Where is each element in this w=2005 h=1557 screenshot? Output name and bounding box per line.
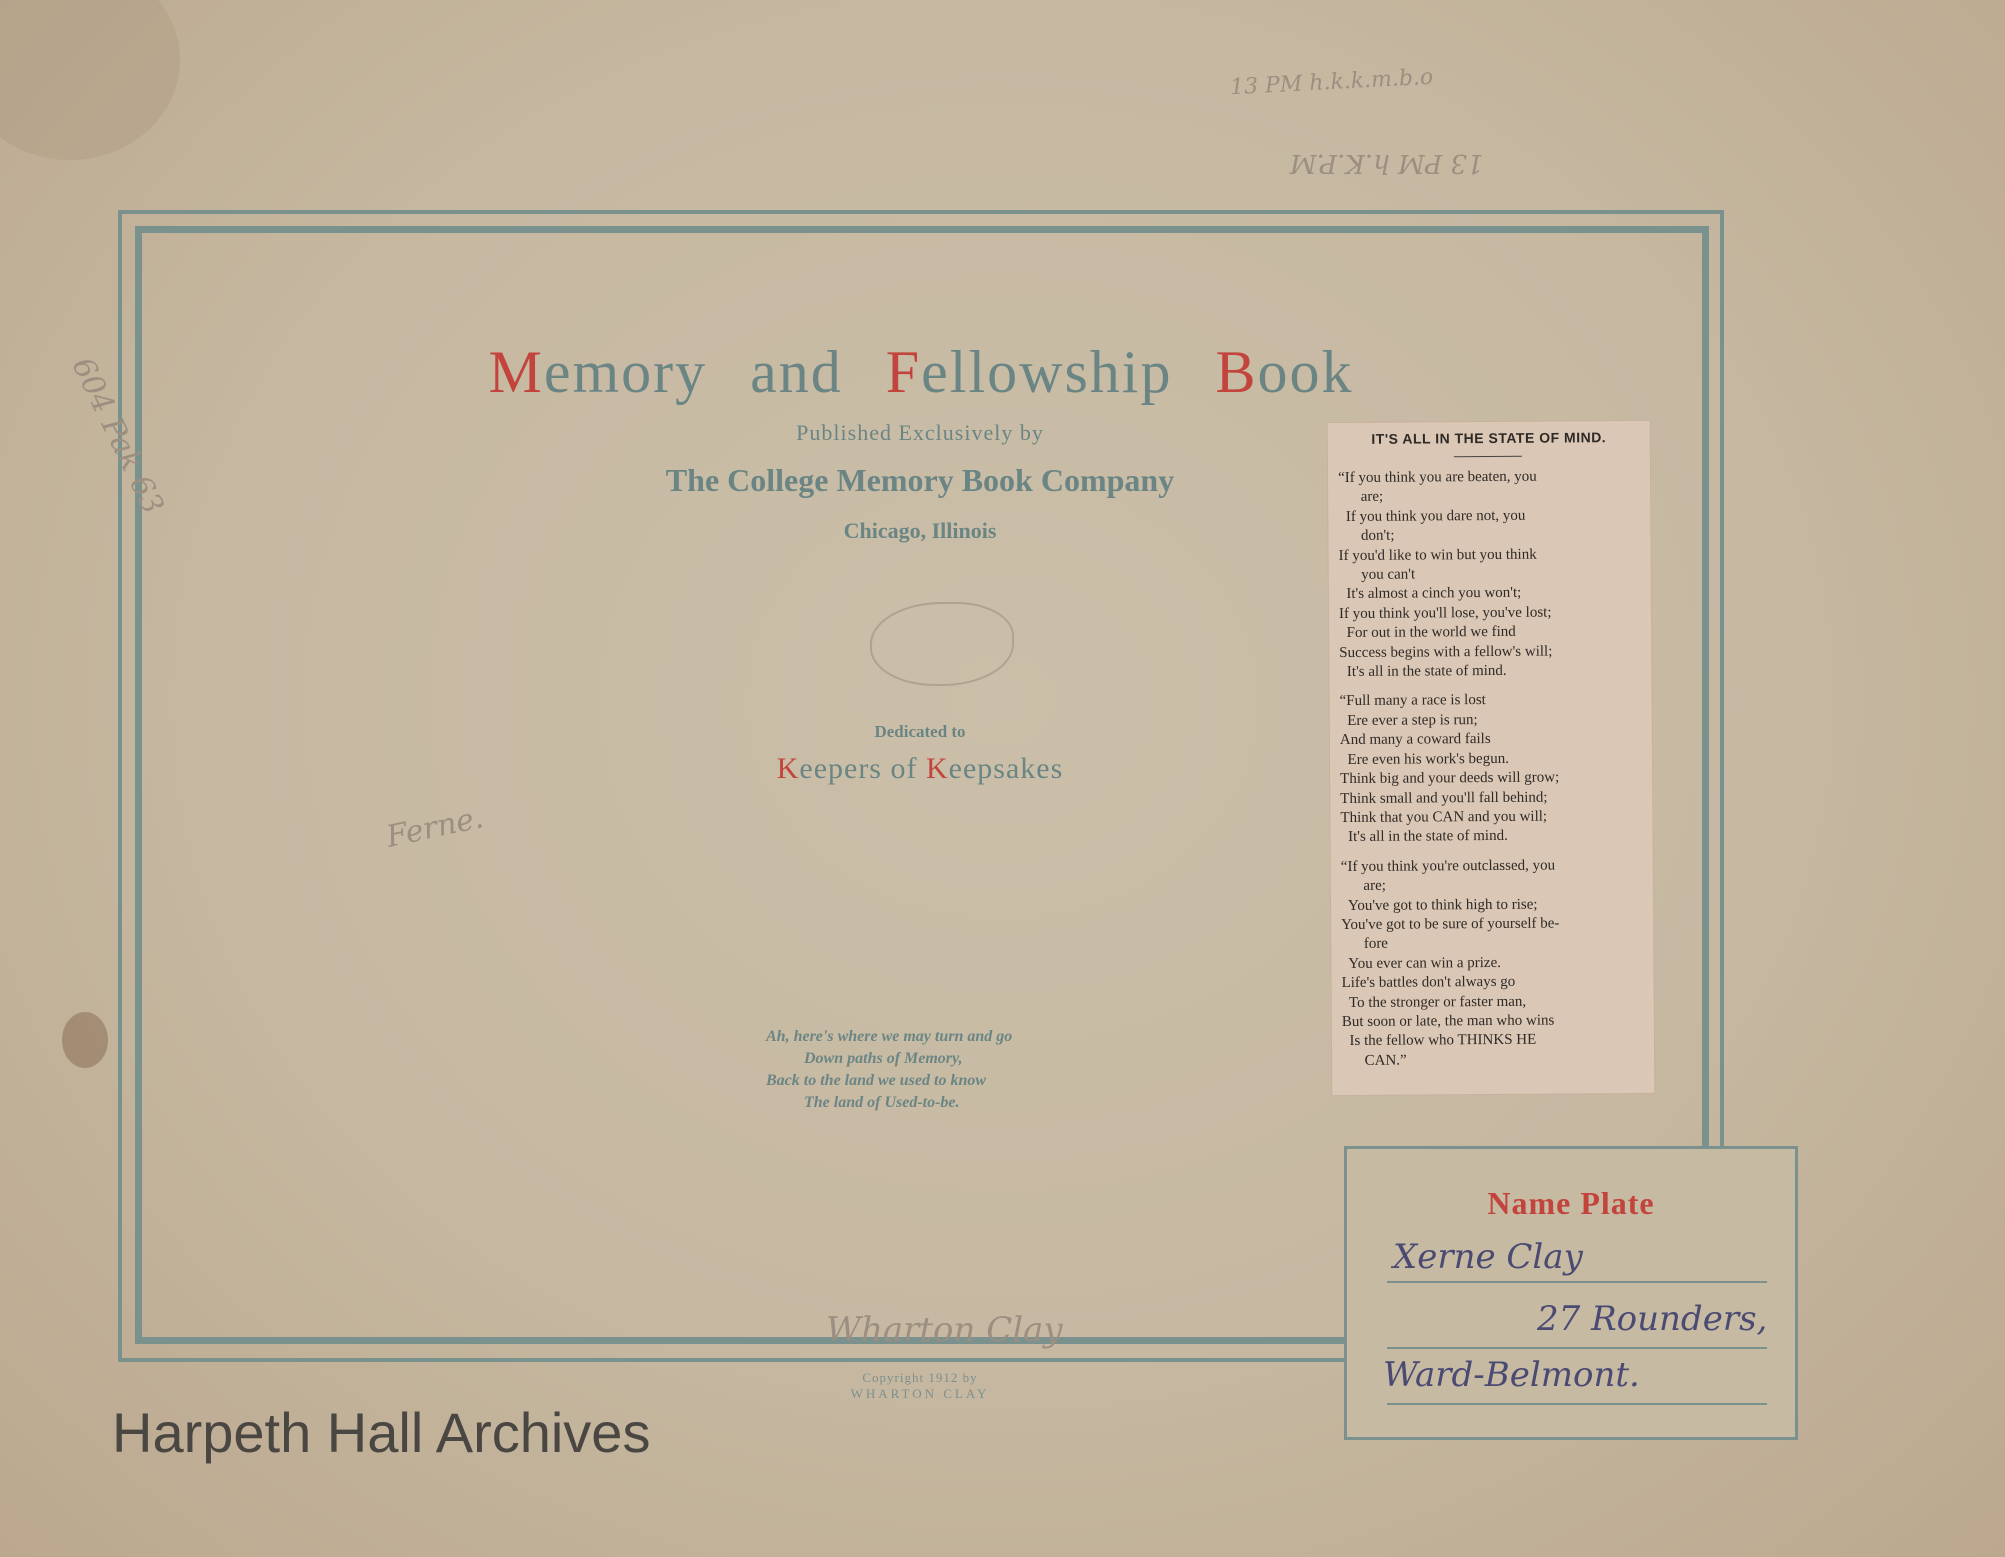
cover-poem: [720, 1026, 1140, 1114]
pencil-note-mid: Ferne.: [383, 800, 487, 855]
clipping-line: Is the fellow who THINKS HE: [1341, 1032, 1537, 1050]
clipping-line: are;: [1340, 877, 1386, 895]
clipping-line: “If you think you're outclassed, you: [1340, 857, 1556, 875]
clipping-line: Ere even his work's begun.: [1339, 750, 1509, 768]
cover-poem-line: The land of Used-to-be.: [804, 1094, 960, 1111]
archive-watermark: Harpeth Hall Archives: [112, 1401, 651, 1464]
clipping-line: You've got to think high to rise;: [1340, 896, 1538, 914]
clipping-line: don't;: [1338, 527, 1395, 545]
clipping-line: For out in the world we find: [1339, 624, 1516, 642]
clipping-poem: [1338, 467, 1646, 1071]
company-name: The College Memory Book Company: [665, 462, 1175, 498]
city-line: Chicago, Illinois: [843, 518, 997, 543]
clipping-line: It's all in the state of mind.: [1340, 828, 1508, 846]
initial-letter: K: [925, 752, 949, 785]
clipping-line: CAN.”: [1342, 1052, 1407, 1069]
clipping-line: If you'd like to win but you think: [1338, 546, 1537, 564]
title-text: ook: [1257, 339, 1354, 405]
clipping-line: Success begins with a fellow's will;: [1339, 643, 1553, 661]
handwritten-name: Xerne Clay: [1393, 1237, 1583, 1277]
clipping-line: Think small and you'll fall behind;: [1340, 789, 1548, 807]
clipping-line: And many a coward fails: [1339, 731, 1491, 749]
initial-letter: K: [776, 752, 800, 785]
initial-letter: M: [488, 339, 544, 405]
clipping-line: Think that you CAN and you will;: [1340, 808, 1548, 826]
name-plate-rule: [1387, 1281, 1767, 1283]
clipping-line: Think big and your deeds will grow;: [1340, 769, 1560, 788]
title-text: emory and: [543, 339, 886, 405]
initial-letter: F: [885, 339, 922, 405]
clipping-line: are;: [1338, 489, 1384, 506]
published-by-line: Published Exclusively by: [796, 420, 1044, 445]
clipping-line: Ere ever a step is run;: [1339, 711, 1478, 729]
emblem-sketch: [870, 602, 1014, 686]
clipping-line: fore: [1341, 936, 1389, 953]
cover-poem-line: Down paths of Memory,: [804, 1050, 963, 1067]
clipping-line: But soon or late, the man who wins: [1341, 1012, 1555, 1031]
pencil-signature: Wharton Clay: [826, 1310, 1063, 1350]
clipping-line: “If you think you are beaten, you: [1337, 468, 1537, 487]
pencil-note-left: 604 Pak 63: [64, 352, 171, 520]
clipping-rule: [1454, 456, 1522, 457]
clipping-line: “Full many a race is lost: [1339, 692, 1486, 710]
book-title: [300, 338, 1542, 407]
dedicated-line: Dedicated to: [874, 722, 966, 741]
name-plate-rule: [1387, 1403, 1767, 1405]
name-plate-rule: [1387, 1347, 1767, 1349]
initial-letter: B: [1215, 339, 1258, 405]
handwritten-address: 27 Rounders,: [1537, 1299, 1768, 1339]
pencil-note-top-2: 13 PM h.K.P.M: [1290, 148, 1484, 178]
pencil-note-top: 13 PM h.k.k.m.b.o: [1229, 64, 1434, 101]
title-text: eepers of: [799, 752, 926, 785]
newspaper-clipping: [1328, 421, 1655, 1095]
copyright-holder: WHARTON CLAY: [850, 1386, 990, 1401]
stain-corner: [0, 0, 180, 160]
stain-spot: [62, 1012, 108, 1068]
clipping-line: You ever can win a prize.: [1341, 954, 1502, 972]
cover-poem-line: Back to the land we used to know: [766, 1072, 987, 1089]
clipping-line: It's all in the state of mind.: [1339, 662, 1507, 681]
name-plate-title: Name Plate: [1487, 1185, 1655, 1221]
handwritten-school: Ward-Belmont.: [1383, 1355, 1640, 1395]
copyright-line: Copyright 1912 by: [862, 1370, 978, 1385]
clipping-line: It's almost a cinch you won't;: [1338, 585, 1522, 603]
name-plate: [1344, 1146, 1798, 1440]
clipping-heading: IT'S ALL IN THE STATE OF MIND.: [1371, 429, 1607, 447]
clipping-line: Life's battles don't always go: [1341, 973, 1516, 992]
clipping-line: If you think you'll lose, you've lost;: [1338, 604, 1552, 622]
clipping-line: To the stronger or faster man,: [1341, 993, 1527, 1011]
copyright: [800, 1370, 1040, 1402]
keepers-line: [520, 752, 1320, 786]
clipping-line: You've got to be sure of yourself be-: [1341, 915, 1560, 933]
cover-poem-line: Ah, here's where we may turn and go: [766, 1028, 1013, 1045]
title-text: eepsakes: [948, 752, 1064, 785]
clipping-line: If you think you dare not, you: [1338, 507, 1526, 525]
title-text: ellowship: [921, 339, 1216, 405]
clipping-line: you can't: [1338, 566, 1416, 584]
